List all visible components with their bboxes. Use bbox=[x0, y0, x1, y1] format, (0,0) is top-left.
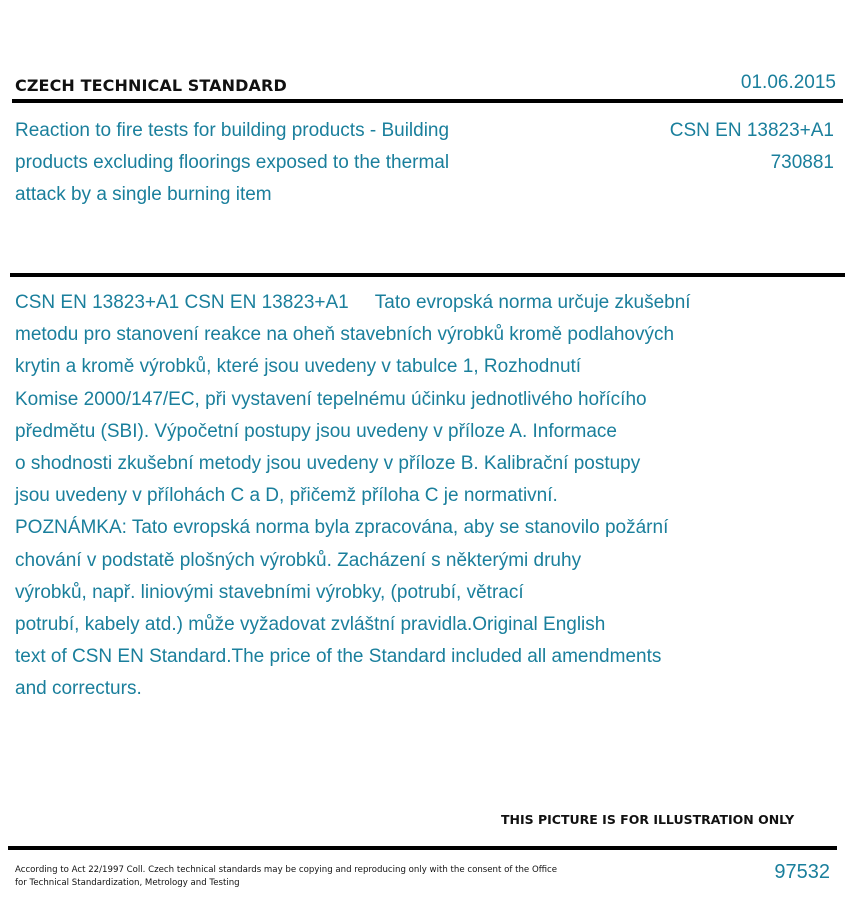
publication-date: 01.06.2015 bbox=[740, 72, 836, 93]
abstract-line: potrubí, kabely atd.) může vyžadovat zvláštní pravidla.Original English bbox=[15, 614, 606, 636]
footer-divider bbox=[8, 846, 837, 850]
standard-title bbox=[15, 115, 535, 211]
standard-code: CSN EN 13823+A1 bbox=[669, 120, 834, 141]
abstract-line: chování v podstatě plošných výrobků. Zacházení s některými druhy bbox=[15, 549, 582, 571]
abstract-text bbox=[15, 287, 795, 706]
section-divider bbox=[10, 273, 845, 277]
abstract-line: text of CSN EN Standard.The price of the Standard included all amendments bbox=[15, 646, 662, 668]
standard-title-line: attack by a single burning item bbox=[15, 184, 272, 205]
standard-title-line: products excluding floorings exposed to the thermal bbox=[15, 152, 450, 173]
document-number: 97532 bbox=[774, 861, 830, 883]
legal-notice bbox=[15, 864, 595, 890]
standard-title-line: Reaction to fire tests for building products - Building bbox=[15, 120, 450, 141]
document-header-title: CZECH TECHNICAL STANDARD bbox=[15, 76, 287, 95]
abstract-line: jsou uvedeny v přílohách C a D, přičemž příloha C je normativní. bbox=[15, 485, 558, 507]
header-divider bbox=[12, 99, 843, 103]
abstract-line: Komise 2000/147/EC, při vystavení tepelnému účinku jednotlivého hořícího bbox=[15, 388, 647, 410]
legal-notice-line: for Technical Standardization, Metrology and Testing bbox=[15, 878, 240, 888]
abstract-line: POZNÁMKA: Tato evropská norma byla zpracována, aby se stanovilo požární bbox=[15, 517, 669, 539]
abstract-line: předmětu (SBI). Výpočetní postupy jsou uvedeny v příloze A. Informace bbox=[15, 420, 617, 442]
abstract-line: CSN EN 13823+A1 CSN EN 13823+A1 Tato evropská norma určuje zkušební bbox=[15, 292, 691, 313]
abstract-line: o shodnosti zkušební metody jsou uvedeny v příloze B. Kalibrační postupy bbox=[15, 453, 641, 475]
legal-notice-line: According to Act 22/1997 Coll. Czech technical standards may be copying and reproducing only with the consent of the Office bbox=[15, 865, 558, 875]
standard-identifiers bbox=[670, 115, 834, 179]
illustration-disclaimer: THIS PICTURE IS FOR ILLUSTRATION ONLY bbox=[501, 812, 795, 827]
abstract-line: metodu pro stanovení reakce na oheň stavebních výrobků kromě podlahových bbox=[15, 324, 675, 346]
abstract-line: and correcturs. bbox=[15, 678, 142, 700]
standard-class-number: 730881 bbox=[770, 152, 834, 173]
abstract-line: krytin a kromě výrobků, které jsou uvedeny v tabulce 1, Rozhodnutí bbox=[15, 356, 582, 378]
abstract-line: výrobků, např. liniovými stavebními výrobky, (potrubí, větrací bbox=[15, 581, 524, 603]
